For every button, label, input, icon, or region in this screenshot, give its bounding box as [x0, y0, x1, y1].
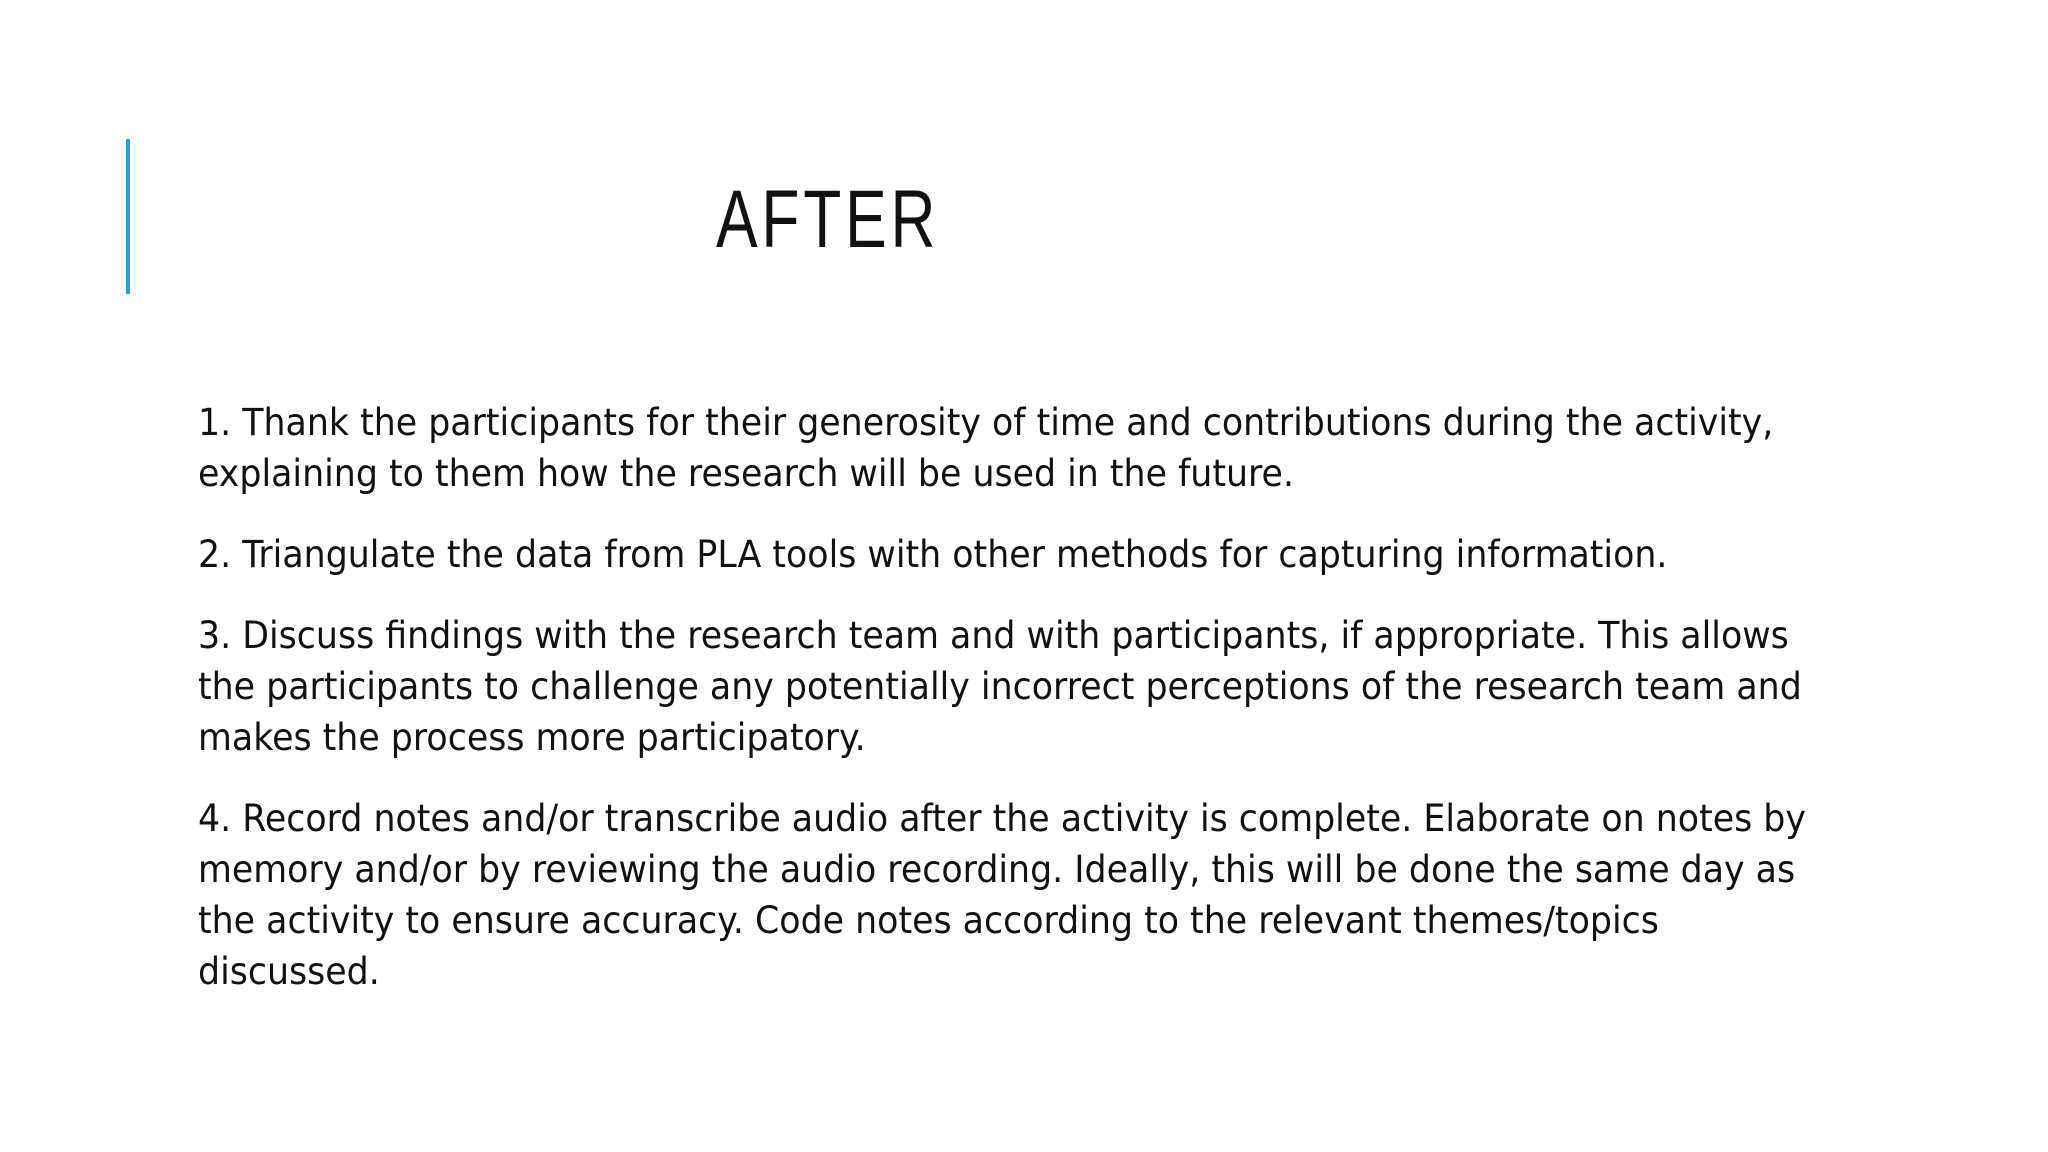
step-item-1: 1. Thank the participants for their generosity of time and contributions during the activity, explaining to them how the research will be used in the future.	[198, 401, 1774, 495]
numbered-step-list	[198, 397, 1838, 1027]
step-item-3: 3. Discuss findings with the research team and with participants, if appropriate. This allows the participants to challenge any potentially incorrect perceptions of the research team and makes the process more participatory.	[198, 614, 1802, 759]
step-item-2: 2. Triangulate the data from PLA tools with other methods for capturing information.	[198, 533, 1668, 576]
step-item-4: 4. Record notes and/or transcribe audio after the activity is complete. Elaborate on notes by memory and/or by reviewing the audio recording. Ideally, this will be done the same day as the activity to ensure accuracy. Code notes according to the relevant themes/topics discussed.	[198, 797, 1806, 993]
title-accent-bar	[126, 139, 130, 294]
slide-title: AFTER	[716, 174, 940, 265]
